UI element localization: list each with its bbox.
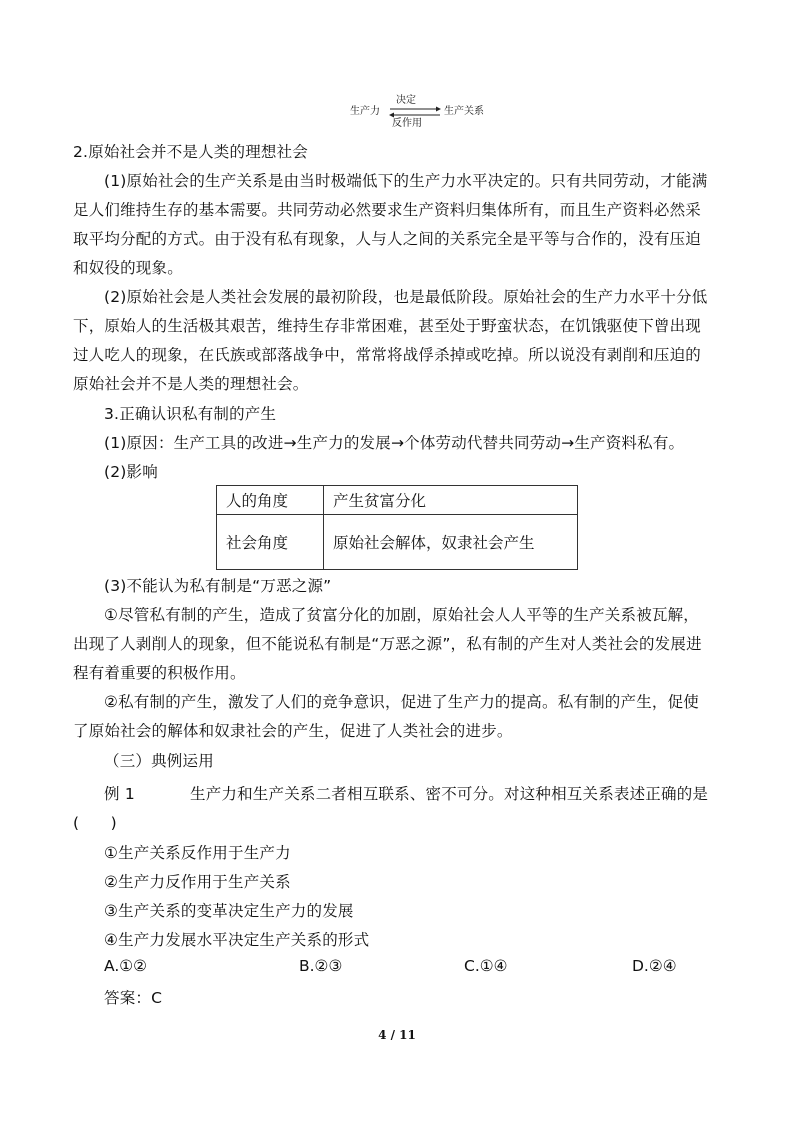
example-question: 生产力和生产关系二者相互联系、密不可分。对这种相互关系表述正确的是 — [190, 785, 709, 803]
paragraph-line: ②私有制的产生，激发了人们的竞争意识，促进了生产力的提高。私有制的产生，促使 — [104, 693, 699, 711]
statement-item: ②生产力反作用于生产关系 — [104, 873, 291, 891]
paragraph-line: (1)原始社会的生产关系是由当时极端低下的生产力水平决定的。只有共同劳动，才能满 — [104, 172, 708, 190]
table-row — [217, 486, 578, 515]
option-a: A.①② — [104, 957, 148, 975]
statement-item: ①生产关系反作用于生产力 — [104, 844, 291, 862]
paragraph-line: 出现了人剥削人的现象，但不能说私有制是“万恶之源”，私有制的产生对人类社会的发展进 — [73, 635, 702, 653]
table-row — [217, 515, 578, 570]
option-c: C.①④ — [464, 957, 508, 975]
paragraph-line: 下，原始人的生活极其艰苦，维持生存非常困难，甚至处于野蛮状态，在饥饿驱使下曾出现 — [73, 317, 702, 335]
diagram-left-label: 生产力 — [350, 106, 380, 117]
statement-item: ③生产关系的变革决定生产力的发展 — [104, 902, 354, 920]
table-cell: 社会角度 — [217, 515, 324, 570]
answer-line: 答案：C — [104, 989, 163, 1007]
diagram-right-label: 生产关系 — [444, 106, 484, 117]
paragraph-line: 原始社会并不是人类的理想社会。 — [73, 375, 309, 393]
diagram-bottom-label: 反作用 — [392, 118, 422, 129]
table-cell: 产生贫富分化 — [324, 486, 578, 515]
option-d: D.②④ — [632, 957, 677, 975]
paragraph-line: 过人吃人的现象，在氏族或部落战争中，常常将战俘杀掉或吃掉。所以说没有剥削和压迫的 — [73, 346, 702, 364]
impact-table — [216, 485, 578, 570]
section3-heading: 3.正确认识私有制的产生 — [104, 405, 277, 423]
paragraph-line: 取平均分配的方式。由于没有私有现象，人与人之间的关系完全是平等与合作的，没有压迫 — [73, 230, 702, 248]
answer-options — [104, 957, 744, 979]
example-section-heading: （三）典例运用 — [104, 752, 214, 770]
paragraph-line: 了原始社会的解体和奴隶社会的产生，促进了人类社会的进步。 — [73, 722, 513, 740]
relation-diagram — [350, 94, 490, 130]
statement-item: ④生产力发展水平决定生产关系的形式 — [104, 931, 370, 949]
diagram-top-label: 决定 — [396, 95, 416, 106]
page-number: 4 / 11 — [378, 1028, 416, 1042]
option-b: B.②③ — [299, 957, 343, 975]
paragraph-line: ①尽管私有制的产生，造成了贫富分化的加剧，原始社会人人平等的生产关系被瓦解， — [104, 606, 699, 624]
table-cell: 原始社会解体，奴隶社会产生 — [324, 515, 578, 570]
section2-heading: 2.原始社会并不是人类的理想社会 — [73, 143, 308, 161]
paragraph-line: 和奴役的现象。 — [73, 259, 183, 277]
answer-bracket: ( ) — [73, 814, 117, 832]
table-cell: 人的角度 — [217, 486, 324, 515]
paragraph-line: 足人们维持生存的基本需要。共同劳动必然要求生产资料归集体所有，而且生产资料必然采 — [73, 201, 702, 219]
paragraph-line: 程有着重要的积极作用。 — [73, 664, 246, 682]
impact-heading: (2)影响 — [104, 463, 158, 481]
reason-line: (1)原因：生产工具的改进→生产力的发展→个体劳动代替共同劳动→生产资料私有。 — [104, 434, 685, 452]
paragraph-line: (2)原始社会是人类社会发展的最初阶段，也是最低阶段。原始社会的生产力水平十分低 — [104, 288, 708, 306]
example-label: 例 1 — [104, 785, 135, 803]
not-root-heading: (3)不能认为私有制是“万恶之源” — [104, 577, 332, 595]
